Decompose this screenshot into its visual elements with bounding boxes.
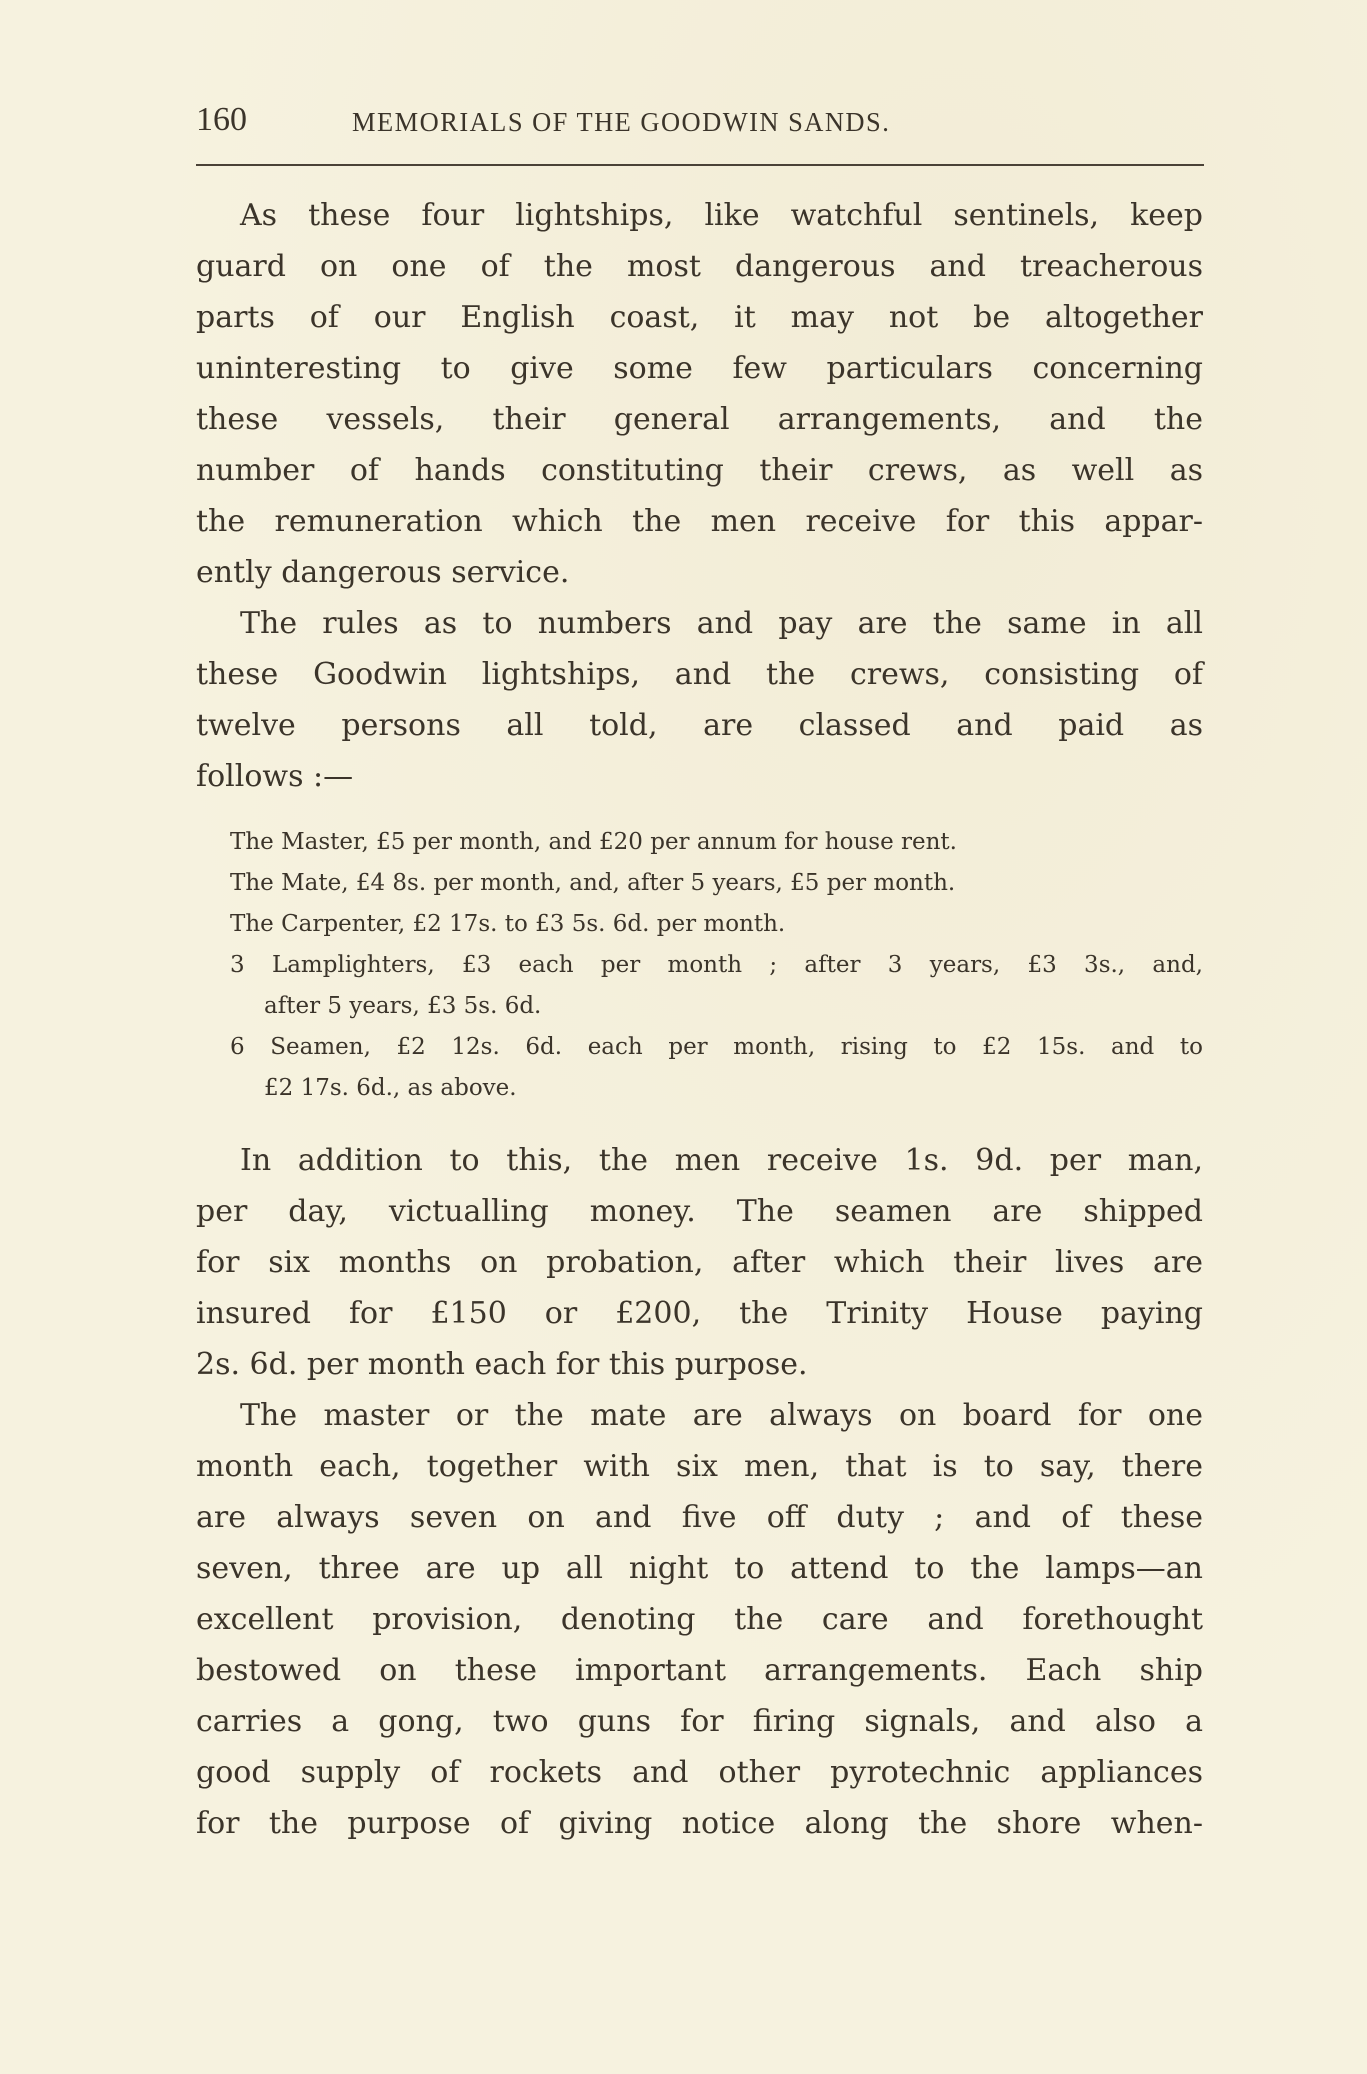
text-line: seven, three are up all night to attend to the lamps—an xyxy=(196,1551,1203,1586)
text-line: The master or the mate are always on board for one xyxy=(240,1398,1203,1433)
text-line: good supply of rockets and other pyrotechnic appliances xyxy=(196,1755,1203,1790)
running-head xyxy=(196,98,1203,142)
list-item-lamplighters-cont: after 5 years, £3 5s. 6d. xyxy=(264,993,542,1019)
text-line: bestowed on these important arrangements. Each ship xyxy=(196,1653,1203,1688)
text-line: carries a gong, two guns for firing signals, and also a xyxy=(196,1704,1203,1739)
text-line: uninteresting to give some few particulars concerning xyxy=(196,351,1203,386)
text-line: for the purpose of giving notice along the shore when- xyxy=(196,1806,1203,1841)
header-rule xyxy=(196,164,1204,166)
list-item-mate: The Mate, £4 8s. per month, and, after 5 years, £5 per month. xyxy=(230,870,956,896)
text-line: these vessels, their general arrangements, and the xyxy=(196,402,1203,437)
text-line: for six months on probation, after which their lives are xyxy=(196,1245,1203,1280)
text-line: As these four lightships, like watchful sentinels, keep xyxy=(240,198,1203,233)
text-line: twelve persons all told, are classed and paid as xyxy=(196,708,1203,743)
text-line: per day, victualling money. The seamen are shipped xyxy=(196,1194,1203,1229)
running-title: MEMORIALS OF THE GOODWIN SANDS. xyxy=(352,107,891,137)
text-line: parts of our English coast, it may not be altogether xyxy=(196,300,1203,335)
text-line: The rules as to numbers and pay are the same in all xyxy=(240,606,1203,641)
page-number: 160 xyxy=(196,101,247,138)
text-line: excellent provision, denoting the care and forethought xyxy=(196,1602,1203,1637)
text-line: insured for £150 or £200, the Trinity House paying xyxy=(196,1296,1203,1331)
text-line: these Goodwin lightships, and the crews, consisting of xyxy=(196,657,1203,692)
text-line: number of hands constituting their crews, as well as xyxy=(196,453,1203,488)
text-line: follows :— xyxy=(196,759,354,794)
text-line: In addition to this, the men receive 1s. 9d. per man, xyxy=(240,1143,1203,1178)
list-item-master: The Master, £5 per month, and £20 per annum for house rent. xyxy=(230,829,957,855)
list-item-seamen-cont: £2 17s. 6d., as above. xyxy=(264,1075,517,1101)
text-line: ently dangerous service. xyxy=(196,555,570,590)
list-item-lamplighters: 3 Lamplighters, £3 each per month ; after 3 years, £3 3s., and, xyxy=(230,952,1203,978)
text-line: are always seven on and five off duty ; and of these xyxy=(196,1500,1203,1535)
text-line: month each, together with six men, that is to say, there xyxy=(196,1449,1203,1484)
list-item-seamen: 6 Seamen, £2 12s. 6d. each per month, rising to £2 15s. and to xyxy=(230,1034,1203,1060)
text-line: the remuneration which the men receive for this appar- xyxy=(196,504,1203,539)
list-item-carpenter: The Carpenter, £2 17s. to £3 5s. 6d. per month. xyxy=(230,911,786,937)
text-line: 2s. 6d. per month each for this purpose. xyxy=(196,1347,808,1382)
text-line: guard on one of the most dangerous and treacherous xyxy=(196,249,1203,284)
